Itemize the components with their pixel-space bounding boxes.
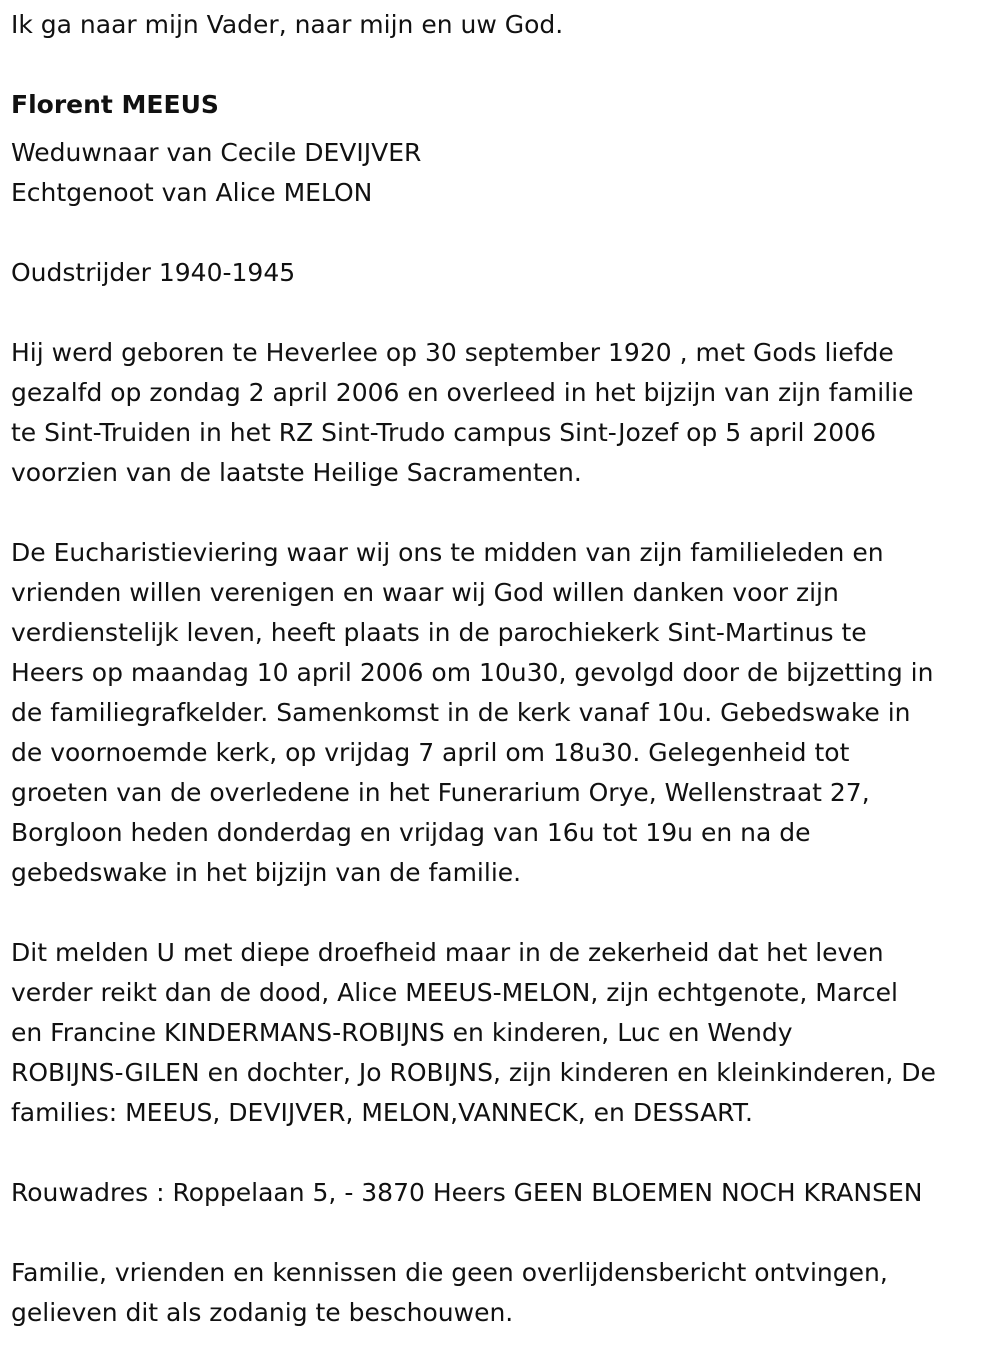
spouse-line: Echtgenoot van Alice MELON bbox=[11, 178, 373, 207]
paragraph-line: te Sint-Truiden in het RZ Sint-Trudo campus Sint-Jozef op 5 april 2006 bbox=[11, 418, 876, 447]
paragraph-line: voorzien van de laatste Heilige Sacramenten. bbox=[11, 458, 582, 487]
announcement-paragraph bbox=[11, 933, 991, 1133]
paragraph-line: ROBIJNS-GILEN en dochter, Jo ROBIJNS, zijn kinderen en kleinkinderen, De bbox=[11, 1058, 936, 1087]
paragraph-line: groeten van de overledene in het Funerarium Orye, Wellenstraat 27, bbox=[11, 778, 870, 807]
opening-verse: Ik ga naar mijn Vader, naar mijn en uw God. bbox=[11, 10, 564, 39]
paragraph-line: verder reikt dan de dood, Alice MEEUS-MELON, zijn echtgenote, Marcel bbox=[11, 978, 898, 1007]
widower-line: Weduwnaar van Cecile DEVIJVER bbox=[11, 138, 422, 167]
closing-paragraph bbox=[11, 1253, 991, 1333]
veteran-line: Oudstrijder 1940-1945 bbox=[11, 258, 296, 287]
obituary-document bbox=[11, 5, 991, 1333]
paragraph-line: gebedswake in het bijzijn van de familie. bbox=[11, 858, 522, 887]
paragraph-line: gezalfd op zondag 2 april 2006 en overleed in het bijzijn van zijn familie bbox=[11, 378, 914, 407]
paragraph-line: gelieven dit als zodanig te beschouwen. bbox=[11, 1298, 514, 1327]
ceremony-paragraph bbox=[11, 533, 991, 893]
mourning-address: Rouwadres : Roppelaan 5, - 3870 Heers GEEN BLOEMEN NOCH KRANSEN bbox=[11, 1178, 923, 1207]
deceased-name: Florent MEEUS bbox=[11, 90, 219, 119]
paragraph-line: verdienstelijk leven, heeft plaats in de parochiekerk Sint-Martinus te bbox=[11, 618, 867, 647]
paragraph-line: families: MEEUS, DEVIJVER, MELON,VANNECK, en DESSART. bbox=[11, 1098, 753, 1127]
paragraph-line: Dit melden U met diepe droefheid maar in de zekerheid dat het leven bbox=[11, 938, 884, 967]
paragraph-line: Familie, vrienden en kennissen die geen overlijdensbericht ontvingen, bbox=[11, 1258, 888, 1287]
paragraph-line: Borgloon heden donderdag en vrijdag van 16u tot 19u en na de bbox=[11, 818, 811, 847]
paragraph-line: vrienden willen verenigen en waar wij God willen danken voor zijn bbox=[11, 578, 839, 607]
paragraph-line: Hij werd geboren te Heverlee op 30 september 1920 , met Gods liefde bbox=[11, 338, 894, 367]
paragraph-line: de voornoemde kerk, op vrijdag 7 april om 18u30. Gelegenheid tot bbox=[11, 738, 850, 767]
paragraph-line: De Eucharistieviering waar wij ons te midden van zijn familieleden en bbox=[11, 538, 884, 567]
paragraph-line: de familiegrafkelder. Samenkomst in de kerk vanaf 10u. Gebedswake in bbox=[11, 698, 911, 727]
paragraph-line: en Francine KINDERMANS-ROBIJNS en kinderen, Luc en Wendy bbox=[11, 1018, 793, 1047]
paragraph-line: Heers op maandag 10 april 2006 om 10u30, gevolgd door de bijzetting in bbox=[11, 658, 934, 687]
birth-death-paragraph bbox=[11, 333, 991, 493]
